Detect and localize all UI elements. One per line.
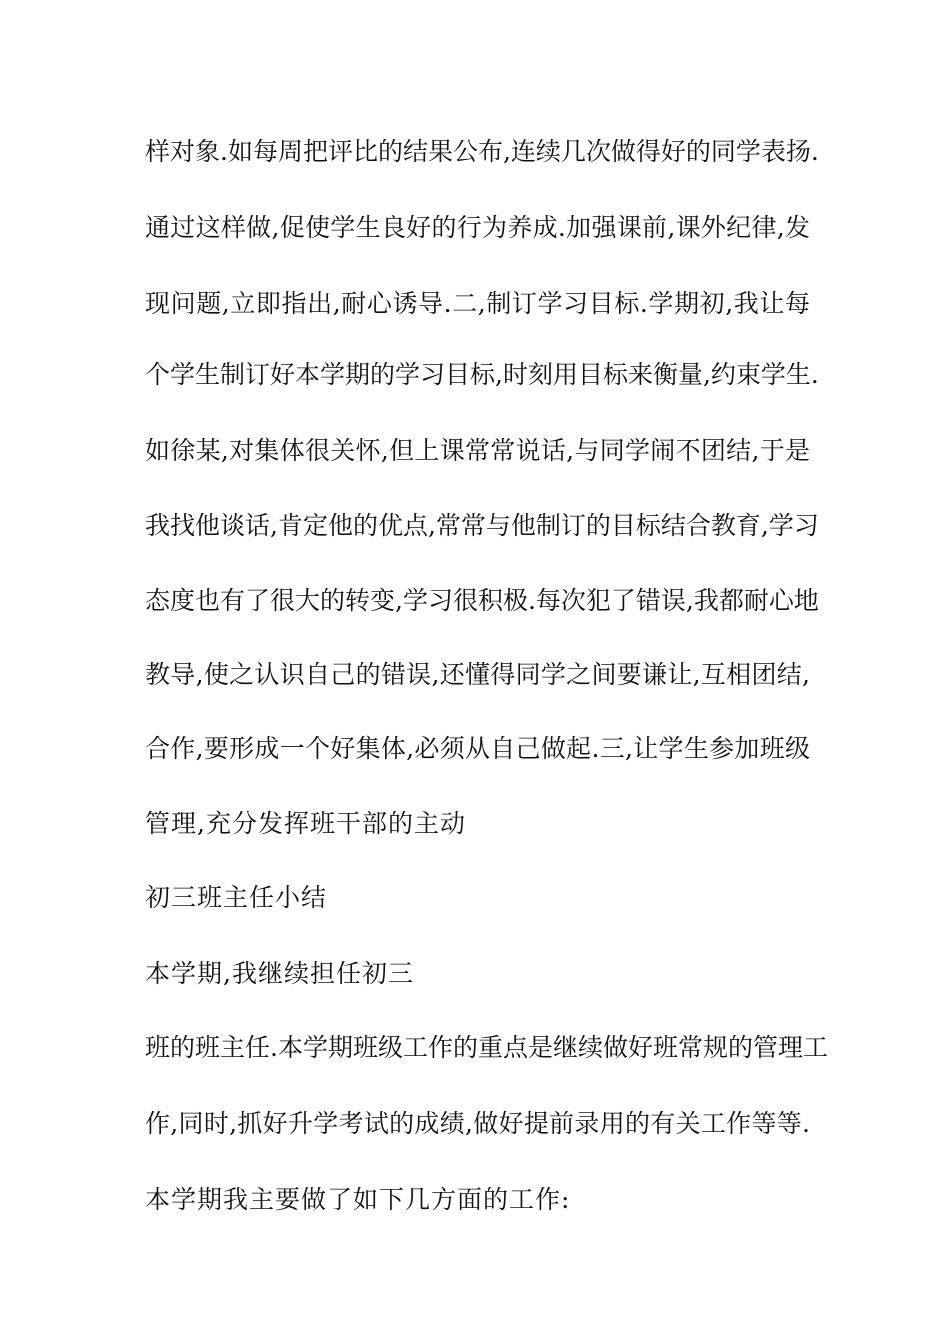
text-line-14: 作,同时,抓好升学考试的成绩,做好提前录用的有关工作等等.	[145, 1109, 810, 1138]
text-line-6: 我找他谈话,肯定他的优点,常常与他制订的目标结合教育,学习	[145, 511, 819, 540]
section-title: 初三班主任小结	[145, 883, 328, 912]
text-line-5: 如徐某,对集体很关怀,但上课常常说话,与同学闹不团结,于是	[145, 436, 810, 465]
text-line-4: 个学生制订好本学期的学习目标,时刻用目标来衡量,约束学生.	[145, 360, 819, 389]
text-line-10: 管理,充分发挥班干部的主动	[145, 809, 466, 838]
text-line-7: 态度也有了很大的转变,学习很积极.每次犯了错误,我都耐心地	[145, 586, 819, 615]
text-line-15: 本学期我主要做了如下几方面的工作:	[145, 1185, 571, 1214]
text-line-1: 样对象.如每周把评比的结果公布,连续几次做得好的同学表扬.	[145, 137, 819, 166]
text-line-2: 通过这样做,促使学生良好的行为养成.加强课前,课外纪律,发	[145, 213, 810, 242]
text-line-9: 合作,要形成一个好集体,必须从自己做起.三,让学生参加班级	[145, 734, 810, 763]
text-line-3: 现问题,立即指出,耐心诱导.二,制订学习目标.学期初,我让每	[145, 289, 810, 318]
text-line-13: 班的班主任.本学期班级工作的重点是继续做好班常规的管理工	[145, 1033, 828, 1062]
text-line-8: 教导,使之认识自己的错误,还懂得同学之间要谦让,互相团结,	[145, 660, 810, 689]
text-line-12: 本学期,我继续担任初三	[145, 959, 414, 988]
